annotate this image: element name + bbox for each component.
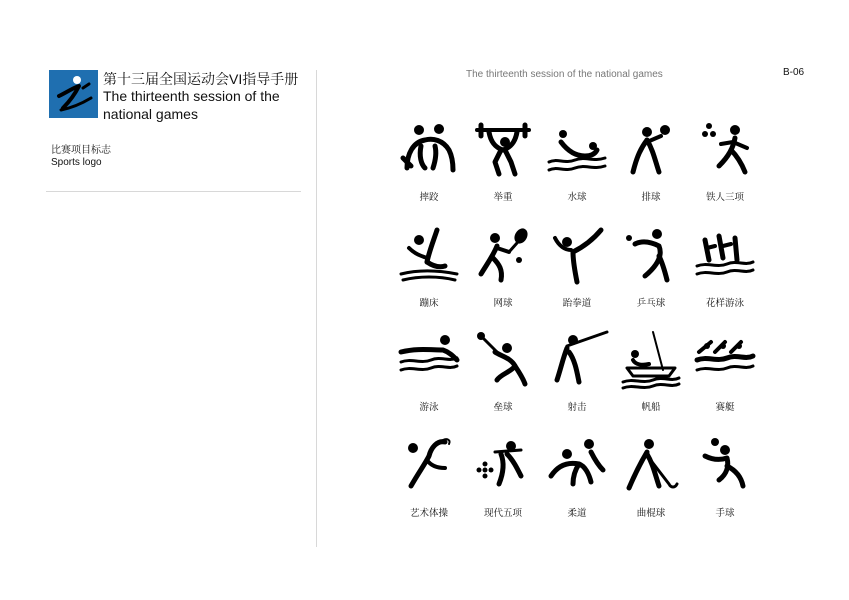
softball-icon (471, 330, 535, 392)
hockey-icon (619, 436, 683, 498)
sport-cell-triathlon (688, 120, 762, 220)
rowing-icon (693, 330, 757, 392)
sport-label: 手球 (715, 508, 735, 519)
column-divider (316, 70, 317, 547)
rhythmic-gymnastics-icon (397, 436, 461, 498)
sailing-icon (619, 330, 683, 392)
manual-title-en: The thirteenth session of the national games (103, 88, 280, 122)
games-emblem-icon (49, 70, 98, 118)
section-title-en: Sports logo (51, 157, 102, 168)
synchronized-swimming-icon (693, 226, 757, 288)
sport-cell-trampoline (392, 226, 466, 326)
shooting-icon (545, 330, 609, 392)
sport-cell-judo (540, 436, 614, 536)
trampoline-icon (397, 226, 461, 288)
sport-label: 帆船 (641, 402, 661, 413)
sport-label: 艺术体操 (409, 508, 448, 519)
sport-label: 乒乓球 (636, 298, 666, 309)
water-polo-icon (545, 120, 609, 182)
judo-icon (545, 436, 609, 498)
sport-label: 排球 (641, 192, 661, 203)
page-number: B-06 (783, 67, 805, 78)
sport-cell-modern-pentathlon (466, 436, 540, 536)
sport-label: 赛艇 (715, 402, 735, 413)
swimming-icon (397, 330, 461, 392)
sport-label: 摔跤 (419, 192, 439, 203)
taekwondo-icon (545, 226, 609, 288)
weightlifting-icon (471, 120, 535, 182)
sport-label: 水球 (567, 192, 587, 203)
sport-cell-hockey (614, 436, 688, 536)
sport-label: 举重 (493, 192, 513, 203)
page-header-text: The thirteenth session of the national games (466, 69, 663, 80)
section-divider (46, 191, 301, 192)
sport-cell-shooting (540, 330, 614, 430)
sport-cell-synchronized-swimming (688, 226, 762, 326)
sport-cell-taekwondo (540, 226, 614, 326)
sport-cell-water-polo (540, 120, 614, 220)
handball-icon (693, 436, 757, 498)
sport-cell-wrestling (392, 120, 466, 220)
sport-label: 游泳 (419, 402, 439, 413)
sport-label: 射击 (567, 402, 587, 413)
sport-label: 跆拳道 (562, 298, 592, 309)
sport-label: 花样游泳 (705, 298, 744, 309)
triathlon-icon (693, 120, 757, 182)
sports-pictogram-grid (392, 120, 762, 530)
sport-cell-volleyball (614, 120, 688, 220)
table-tennis-icon (619, 226, 683, 288)
section-title-cn: 比赛项目标志 (51, 145, 111, 156)
modern-pentathlon-icon (471, 436, 535, 498)
sport-cell-rhythmic-gymnastics (392, 436, 466, 536)
sport-cell-rowing (688, 330, 762, 430)
sport-label: 铁人三项 (705, 192, 744, 203)
sport-cell-swimming (392, 330, 466, 430)
volleyball-icon (619, 120, 683, 182)
manual-title-cn: 第十三届全国运动会VI指导手册 (103, 71, 299, 87)
wrestling-icon (397, 120, 461, 182)
sport-label: 垒球 (493, 402, 513, 413)
sport-cell-tennis (466, 226, 540, 326)
sport-label: 蹦床 (419, 298, 439, 309)
sport-cell-handball (688, 436, 762, 536)
sport-cell-table-tennis (614, 226, 688, 326)
sport-label: 柔道 (567, 508, 587, 519)
sport-label: 曲棍球 (636, 508, 666, 519)
sport-cell-softball (466, 330, 540, 430)
sport-cell-sailing (614, 330, 688, 430)
sport-label: 现代五项 (483, 508, 522, 519)
tennis-icon (471, 226, 535, 288)
sport-label: 网球 (493, 298, 513, 309)
sport-cell-weightlifting (466, 120, 540, 220)
